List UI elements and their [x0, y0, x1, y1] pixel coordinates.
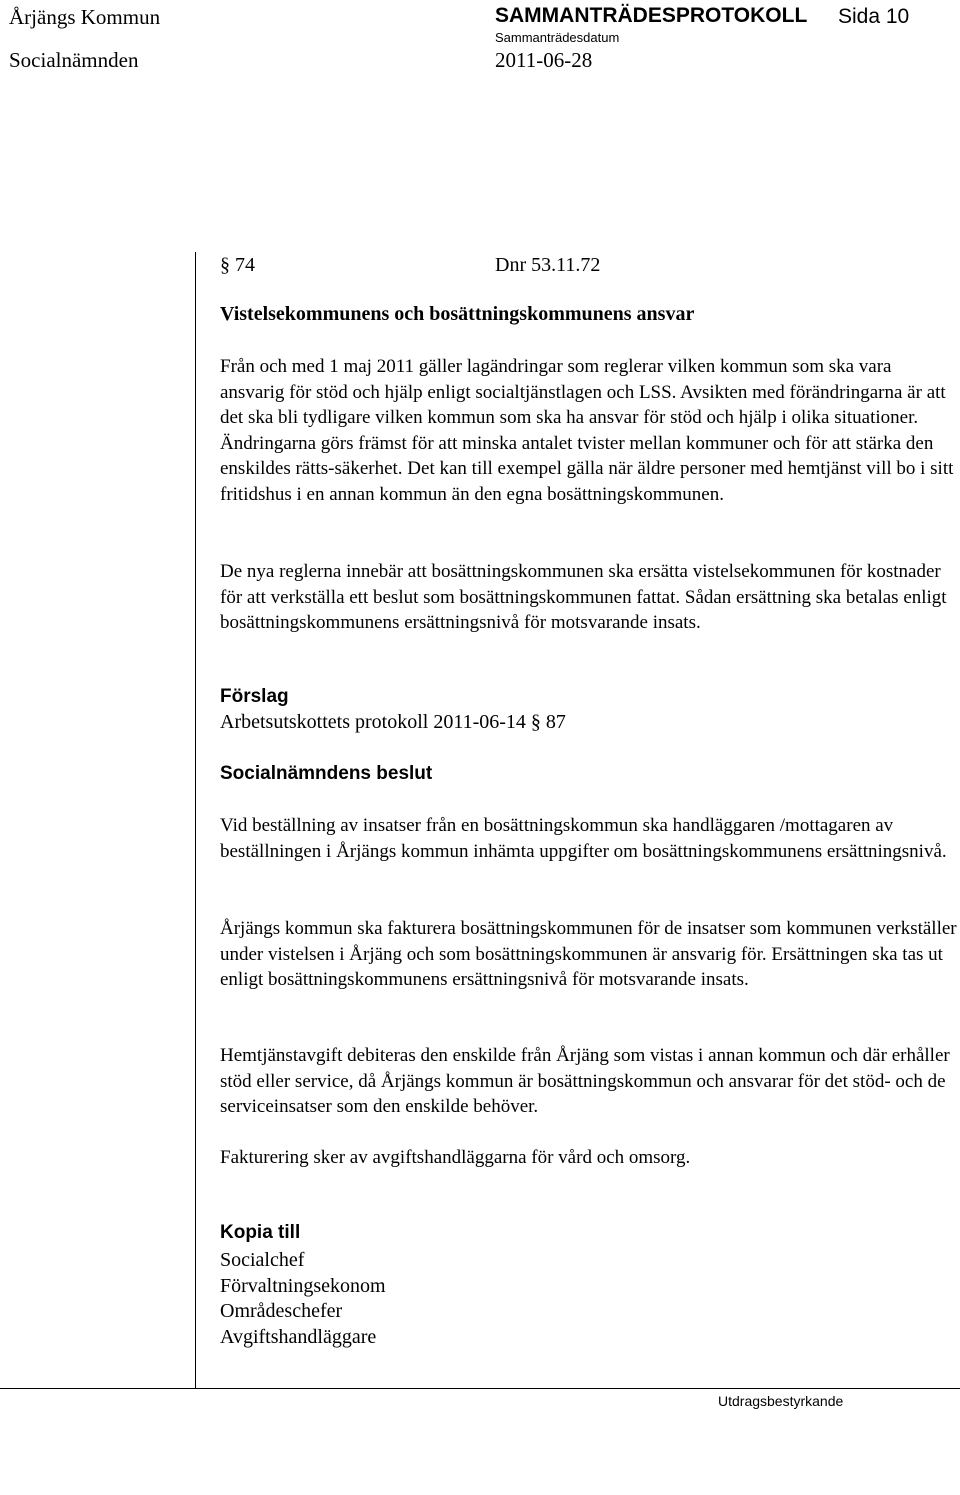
body-paragraph	[220, 354, 960, 508]
document-type: SAMMANTRÄDESPROTOKOLL	[495, 4, 808, 27]
decision-paragraph	[220, 813, 960, 864]
page-number: Sida 10	[838, 5, 910, 28]
decision-heading: Socialnämndens beslut	[220, 763, 433, 784]
decision-paragraph	[220, 916, 960, 993]
decision-paragraph	[220, 1043, 960, 1120]
department-name: Socialnämnden	[9, 48, 139, 72]
copy-recipient: Avgiftshandläggare	[220, 1325, 377, 1348]
organization-name: Årjängs Kommun	[9, 5, 161, 29]
date-label: Sammanträdesdatum	[495, 30, 620, 45]
paragraph-text: Fakturering sker av avgiftshandläggarna för vård och omsorg.	[220, 1147, 691, 1168]
copy-recipient: Förvaltningsekonom	[220, 1274, 386, 1297]
paragraph-text: Hemtjänstavgift debiteras den enskilde från Årjäng som vistas i annan kommun och där erhåller stöd eller service, då Årjängs kommun är bosättningskommun och ansvarar för det stöd- och de serviceinsatser som den enskilde behöver.	[220, 1045, 950, 1118]
footer-rule	[0, 1388, 960, 1389]
left-margin-rule	[195, 252, 196, 1388]
copy-recipients	[220, 1248, 386, 1350]
paragraph-text: Vid beställning av insatser från en bosättningskommun ska handläggaren /mottagaren av beställningen i Årjängs kommun inhämta uppgifter om bosättningskommunens ersättningsnivå.	[220, 815, 947, 862]
paragraph-text: Årjängs kommun ska fakturera bosättningskommunen för de insatser som kommunen verkställer under vistelsen i Årjäng och som bosättningskommunen är ansvarig för. Ersättningen ska tas ut enligt bosättningskommunens ersättningsnivå för motsvarande insats.	[220, 918, 957, 991]
paragraph-text: Från och med 1 maj 2011 gäller lagändringar som reglerar vilken kommun som ska vara ansvarig för stöd och hjälp enligt socialtjänstlagen och LSS. Avsikten med förändringarna är att det ska bli tydligare vilken kommun som ska ha ansvar för stöd och hjälp i olika situationer. Ändringarna görs främst för att minska antalet tvister mellan kommuner och för att stärka den enskildes rätts-säkerhet. Det kan till exempel gälla när äldre personer med hemtjänst vill bo i sitt fritidshus i en annan kommun än den egna bosättningskommunen.	[220, 356, 954, 505]
paragraph-text: De nya reglerna innebär att bosättningskommunen ska ersätta vistelsekommunen för kostnader för att verkställa ett beslut som bosättningskommunen fattat. Sådan ersättning ska betalas enligt bosättningskommunens ersättningsnivå för motsvarande insats.	[220, 561, 947, 634]
meeting-date: 2011-06-28	[495, 48, 593, 72]
decision-paragraph	[220, 1145, 960, 1171]
certification-label: Utdragsbestyrkande	[718, 1393, 844, 1409]
body-paragraph	[220, 559, 960, 636]
copy-heading: Kopia till	[220, 1222, 301, 1243]
item-title: Vistelsekommunens och bosättningskommunens ansvar	[220, 303, 695, 325]
dnr-number: Dnr 53.11.72	[495, 254, 601, 276]
paragraph-number: § 74	[220, 254, 255, 276]
copy-recipient: Områdeschefer	[220, 1300, 343, 1323]
proposal-text: Arbetsutskottets protokoll 2011-06-14 § 87	[220, 711, 566, 733]
proposal-heading: Förslag	[220, 686, 289, 707]
copy-recipient: Socialchef	[220, 1249, 305, 1271]
